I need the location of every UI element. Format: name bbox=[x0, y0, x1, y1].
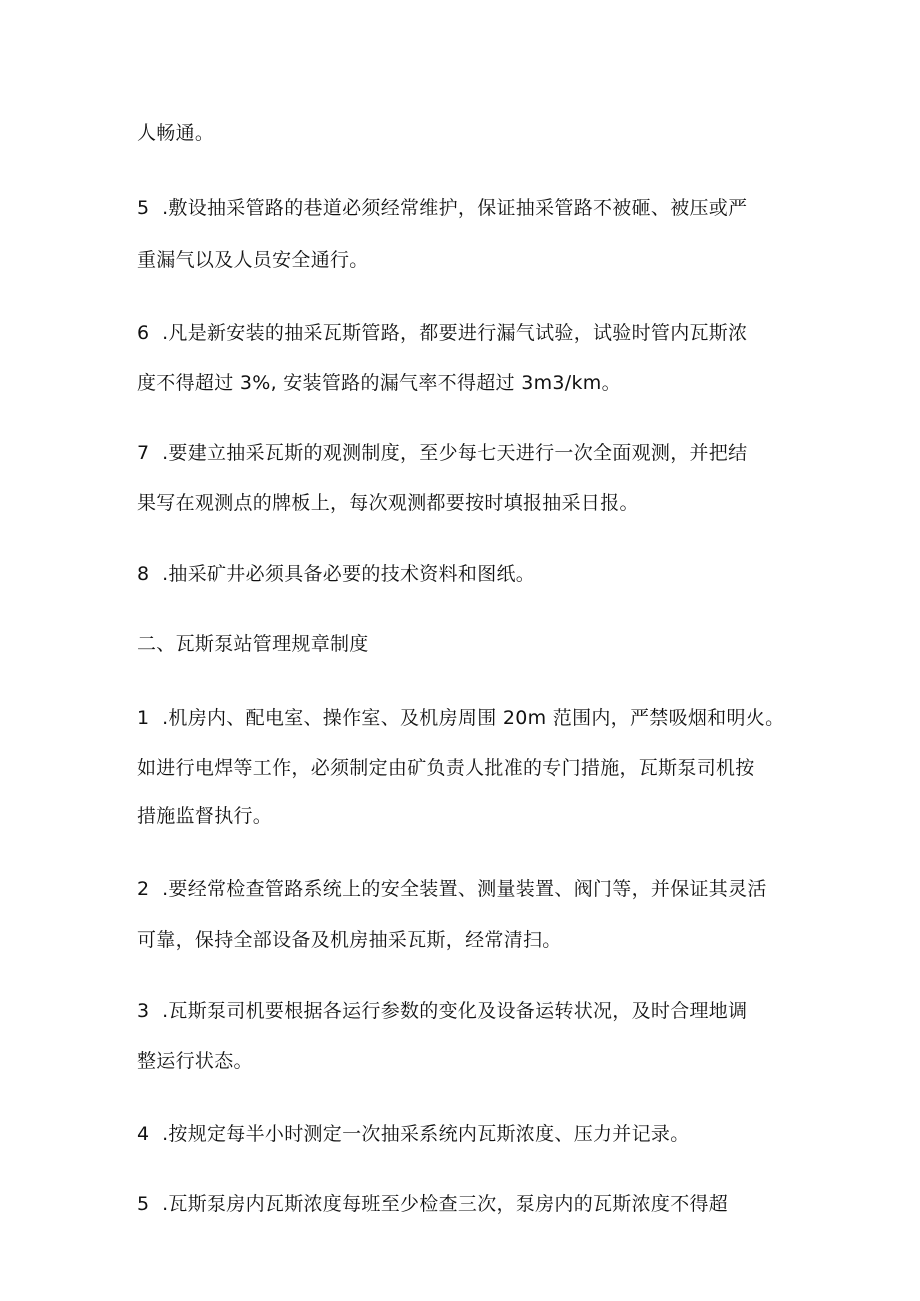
text-line: 2 .要经常检查管路系统上的安全装置、测量装置、阀门等，并保证其灵活 bbox=[137, 878, 767, 900]
text-line: 6 .凡是新安装的抽采瓦斯管路，都要进行漏气试验，试验时管内瓦斯浓 bbox=[137, 322, 748, 344]
text-line: 整运行状态。 bbox=[137, 1050, 253, 1072]
text-line: 7 .要建立抽采瓦斯的观测制度，至少每七天进行一次全面观测，并把结 bbox=[137, 442, 748, 464]
text-line: 8 .抽采矿井必须具备必要的技术资料和图纸。 bbox=[137, 563, 536, 585]
text-line: 5 .瓦斯泵房内瓦斯浓度每班至少检查三次，泵房内的瓦斯浓度不得超 bbox=[137, 1193, 729, 1215]
text-line: 可靠，保持全部设备及机房抽采瓦斯，经常清扫。 bbox=[137, 929, 562, 951]
text-line: 5 .敷设抽采管路的巷道必须经常维护，保证抽采管路不被砸、被压或严 bbox=[137, 197, 748, 219]
text-line: 1 .机房内、配电室、操作室、及机房周围 20m 范围内，严禁吸烟和明火。 bbox=[137, 707, 785, 729]
text-line: 4 .按规定每半小时测定一次抽采系统内瓦斯浓度、压力并记录。 bbox=[137, 1123, 690, 1145]
text-line: 度不得超过 3%, 安装管路的漏气率不得超过 3m3∕km。 bbox=[137, 372, 621, 394]
text-line: 3 .瓦斯泵司机要根据各运行参数的变化及设备运转状况，及时合理地调 bbox=[137, 1000, 748, 1022]
section-heading: 二、瓦斯泵站管理规章制度 bbox=[137, 633, 369, 655]
text-line: 措施监督执行。 bbox=[137, 805, 273, 827]
text-line: 如进行电焊等工作，必须制定由矿负责人批准的专门措施，瓦斯泵司机按 bbox=[137, 757, 755, 779]
text-line: 人畅通。 bbox=[137, 122, 215, 144]
text-line: 重漏气以及人员安全通行。 bbox=[137, 249, 369, 271]
text-line: 果写在观测点的牌板上，每次观测都要按时填报抽采日报。 bbox=[137, 492, 639, 514]
